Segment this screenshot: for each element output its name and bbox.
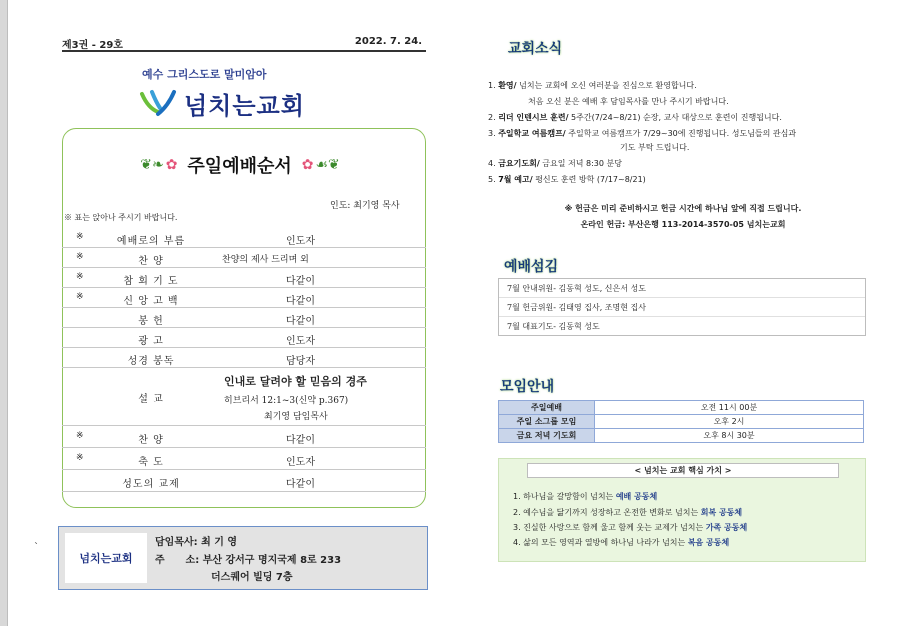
service-box — [498, 278, 866, 336]
window-left-edge — [0, 0, 8, 626]
order-resp: 담당자 — [286, 356, 315, 367]
online-offering: 온라인 헌금: 부산은행 113-2014-3570-05 넘치는교회 — [580, 220, 786, 229]
news-item-cont: 처음 오신 분은 예배 후 담임목사를 만나 주시기 바랍니다. — [528, 97, 729, 106]
order-row — [62, 308, 426, 328]
meetings-table — [498, 400, 864, 443]
order-row — [62, 426, 426, 448]
worship-title-banner — [120, 150, 360, 180]
sermon-preacher: 최기영 담임목사 — [264, 412, 328, 422]
news-item: 4. 금요기도회/ 금요일 저녁 8:30 분당 — [488, 159, 622, 168]
worship-note: ※ 표는 앉아나 주시기 바랍니다. — [64, 213, 178, 222]
order-resp: 인도자 — [286, 457, 315, 468]
info-logo-text: 넘치는교회 — [79, 552, 133, 565]
news-item: 3. 주일학교 여름캠프/ 주일학교 여름캠프가 7/29~30에 진행됩니다. 성도님들의 관심과 — [488, 129, 797, 138]
service-heading: 예배섬김 — [504, 259, 559, 275]
order-row — [62, 248, 426, 268]
order-name: 예배로의 부름 — [116, 236, 186, 247]
order-name: 축 도 — [138, 457, 164, 468]
church-info-box — [58, 526, 428, 590]
core-values-box — [498, 458, 866, 562]
order-resp: 다같이 — [286, 479, 315, 490]
address-line-1: 주 소: 부산 강서구 명지국제 8로 233 — [155, 555, 342, 566]
order-name: 광 고 — [138, 336, 164, 347]
news-heading: 교회소식 — [508, 41, 563, 57]
stand-mark: ※ — [76, 232, 84, 242]
meeting-name: 주일예배 — [499, 401, 595, 415]
meeting-name: 주일 소그룹 모임 — [499, 415, 595, 429]
meeting-name: 금요 저녁 기도회 — [499, 429, 595, 443]
meetings-heading: 모임안내 — [500, 379, 555, 395]
slogan: 예수 그리스도로 말미암아 — [142, 68, 267, 81]
meeting-time: 오후 8시 30분 — [595, 429, 864, 443]
sermon-title: 인내로 달려야 할 믿음의 경주 — [224, 375, 367, 388]
stray-mark: ` — [34, 542, 39, 553]
service-row: 7월 안내위원- 김동혁 성도, 신은서 성도 — [499, 279, 865, 298]
meeting-time: 오후 2시 — [595, 415, 864, 429]
pastor-line: 담임목사: 최 기 영 — [155, 537, 238, 548]
order-name: 참 회 기 도 — [123, 276, 179, 287]
church-logo-icon — [138, 88, 178, 118]
flower-left-icon: ✿ — [165, 157, 178, 173]
order-name: 성경 봉독 — [127, 356, 175, 367]
order-row — [62, 328, 426, 348]
order-row — [62, 470, 426, 492]
address-line-2: 더스퀘어 빌딩 7층 — [211, 572, 293, 583]
issue-date: 2022. 7. 24. — [354, 36, 422, 47]
news-item: 1. 환영/ 넘치는 교회에 오신 여러분을 진심으로 환영합니다. — [488, 81, 697, 90]
order-name: 신 앙 고 백 — [123, 296, 179, 307]
order-row — [62, 448, 426, 470]
service-row: 7월 헌금위원- 김태영 집사, 조명현 집사 — [499, 298, 865, 317]
meeting-time: 오전 11시 00분 — [595, 401, 864, 415]
news-item: 5. 7월 예고/ 평신도 훈련 방학 (7/17~8/21) — [488, 175, 646, 184]
meeting-row — [499, 401, 864, 415]
stand-mark: ※ — [76, 292, 84, 302]
order-name: 성도의 교제 — [122, 479, 180, 490]
news-item-cont: 기도 부탁 드립니다. — [620, 143, 690, 152]
stand-mark: ※ — [76, 252, 84, 262]
news-item: 2. 리더 인텐시브 훈련/ 5주간(7/24~8/21) 순장, 교사 대상으로 훈련이 진행됩니다. — [488, 113, 782, 122]
issue-line — [62, 36, 426, 52]
stand-mark: ※ — [76, 272, 84, 282]
order-name: 설 교 — [138, 394, 164, 405]
order-resp: 다같이 — [286, 435, 315, 446]
flower-right-icon: ✿ — [301, 157, 314, 173]
sermon-scripture: 히브리서 12:1~3(신약 p.367) — [224, 396, 349, 406]
order-resp: 인도자 — [286, 336, 315, 347]
order-row — [62, 268, 426, 288]
info-logo — [65, 533, 147, 583]
meeting-row — [499, 429, 864, 443]
stand-mark: ※ — [76, 431, 84, 441]
core-values-heading: < 넘치는 교회 핵심 가치 > — [527, 463, 839, 478]
vine-right-icon: ☙❦ — [315, 157, 340, 173]
stand-mark: ※ — [76, 453, 84, 463]
worship-title: 주일예배순서 — [187, 156, 292, 177]
order-name: 봉 헌 — [138, 316, 164, 327]
core-value-item: 1. 하나님을 갈망함이 넘치는 예배 공동체 — [513, 492, 658, 501]
core-value-item: 4. 삶의 모든 영역과 열방에 하나님 나라가 넘치는 복음 공동체 — [513, 538, 730, 547]
order-row — [62, 348, 426, 368]
order-resp: 인도자 — [286, 236, 315, 247]
core-value-item: 2. 예수님을 닮기까지 성장하고 온전한 변화로 넘치는 회복 공동체 — [513, 508, 743, 517]
order-content: 찬양의 제사 드리며 외 — [222, 255, 309, 265]
church-logo — [138, 86, 305, 120]
order-row — [62, 288, 426, 308]
meeting-row — [499, 415, 864, 429]
order-row — [62, 228, 426, 248]
vine-left-icon: ❦❧ — [140, 157, 164, 173]
order-name: 찬 양 — [138, 256, 164, 267]
worship-leader: 인도: 최기영 목사 — [330, 201, 400, 211]
offering-note: ※ 헌금은 미리 준비하시고 헌금 시간에 하나님 앞에 직접 드립니다. — [564, 204, 802, 213]
order-name: 찬 양 — [138, 435, 164, 446]
order-resp: 다같이 — [286, 276, 315, 287]
order-resp: 다같이 — [286, 296, 315, 307]
core-value-item: 3. 진실한 사랑으로 함께 울고 함께 웃는 교제가 넘치는 가족 공동체 — [513, 523, 748, 532]
issue-number: 제3권 - 29호 — [62, 40, 123, 51]
church-name: 넘치는교회 — [184, 91, 305, 120]
order-resp: 다같이 — [286, 316, 315, 327]
service-row: 7월 대표기도- 김동혁 성도 — [507, 322, 600, 331]
